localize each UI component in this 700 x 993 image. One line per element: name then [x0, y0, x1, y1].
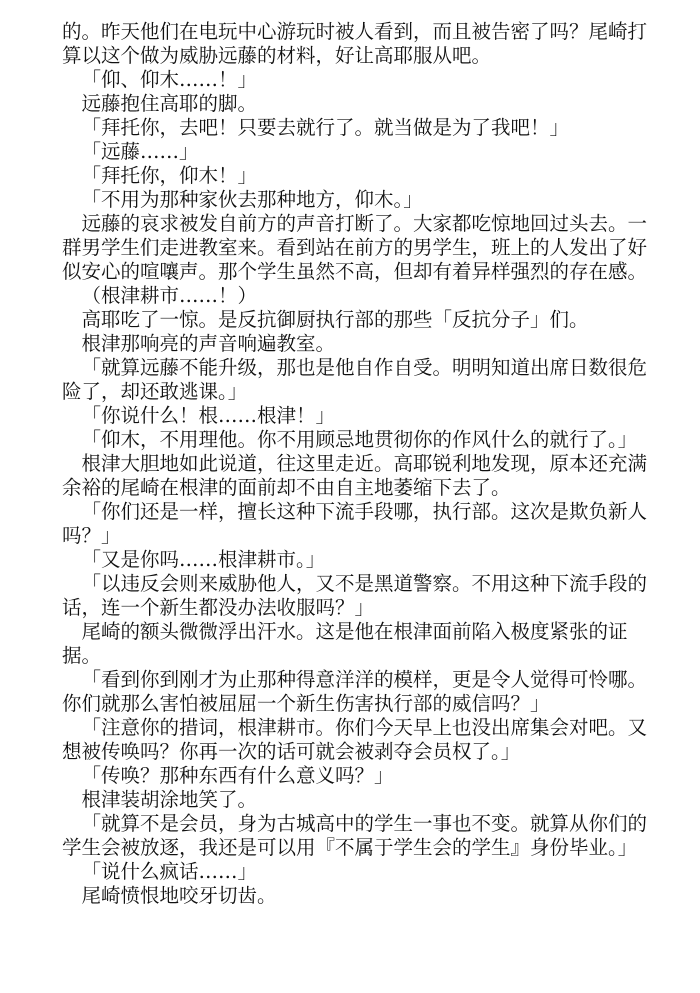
paragraph: 尾崎的额头微微浮出汗水。这是他在根津面前陷入极度紧张的证据。	[62, 620, 628, 667]
paragraph: 「你说什么！根……根津！」	[81, 404, 336, 427]
paragraph: 根津大胆地如此说道，往这里走近。高耶锐利地发现，原本还充满余裕的尾崎在根津的面前却不由自主地萎缩下去了。	[62, 452, 648, 499]
paragraph: 「远藤……」	[81, 140, 199, 163]
paragraph: 「就算不是会员，身为古城高中的学生一事也不变。就算从你们的学生会被放逐，我还是可以用『不属于学生会的学生』身份毕业。」	[62, 812, 648, 859]
paragraph: 根津那响亮的声音响遍教室。	[81, 332, 336, 355]
paragraph: 「以违反会则来威胁他人，又不是黑道警察。不用这种下流手段的话，连一个新生都没办法收服吗？」	[62, 572, 648, 619]
paragraph: 的。昨天他们在电玩中心游玩时被人看到，而且被告密了吗？尾崎打算以这个做为威胁远藤的材料，好让高耶服从吧。	[62, 20, 648, 67]
paragraph: 「看到你到刚才为止那种得意洋洋的模样，更是令人觉得可怜哪。你们就那么害怕被屈屈一个新生伤害执行部的威信吗？」	[62, 668, 648, 715]
paragraph: 「传唤？那种东西有什么意义吗？」	[81, 764, 394, 787]
paragraph: 「又是你吗……根津耕市。」	[81, 548, 326, 571]
paragraph: 「拜托你，仰木！」	[81, 164, 258, 187]
paragraph: 「拜托你，去吧！只要去就行了。就当做是为了我吧！」	[81, 116, 570, 139]
paragraph: （根津耕市……！）	[81, 284, 258, 307]
paragraph: 尾崎愤恨地咬牙切齿。	[81, 884, 277, 907]
paragraph: 远藤的哀求被发自前方的声音打断了。大家都吃惊地回过头去。一群男学生们走进教室来。看到站在前方的男学生，班上的人发出了好似安心的喧嚷声。那个学生虽然不高，但却有着异样强烈的存在感。	[62, 212, 648, 283]
paragraph: 「注意你的措词，根津耕市。你们今天早上也没出席集会对吧。又想被传唤吗？你再一次的话可就会被剥夺会员权了。」	[62, 716, 648, 763]
paragraph: 「仰、仰木……！」	[81, 68, 258, 91]
paragraph: 「说什么疯话……」	[81, 860, 258, 883]
paragraph: 根津装胡涂地笑了。	[81, 788, 258, 811]
paragraph: 「你们还是一样，擅长这种下流手段哪，执行部。这次是欺负新人吗？」	[62, 500, 648, 547]
page-body	[62, 20, 662, 908]
paragraph: 高耶吃了一惊。是反抗御厨执行部的那些「反抗分子」们。	[81, 308, 589, 331]
paragraph: 「就算远藤不能升级，那也是他自作自受。明明知道出席日数很危险了，却还敢逃课。」	[62, 356, 648, 403]
paragraph: 远藤抱住高耶的脚。	[81, 92, 258, 115]
paragraph: 「仰木，不用理他。你不用顾忌地贯彻你的作风什么的就行了。」	[81, 428, 638, 451]
paragraph: 「不用为那种家伙去那种地方，仰木。」	[81, 188, 423, 211]
